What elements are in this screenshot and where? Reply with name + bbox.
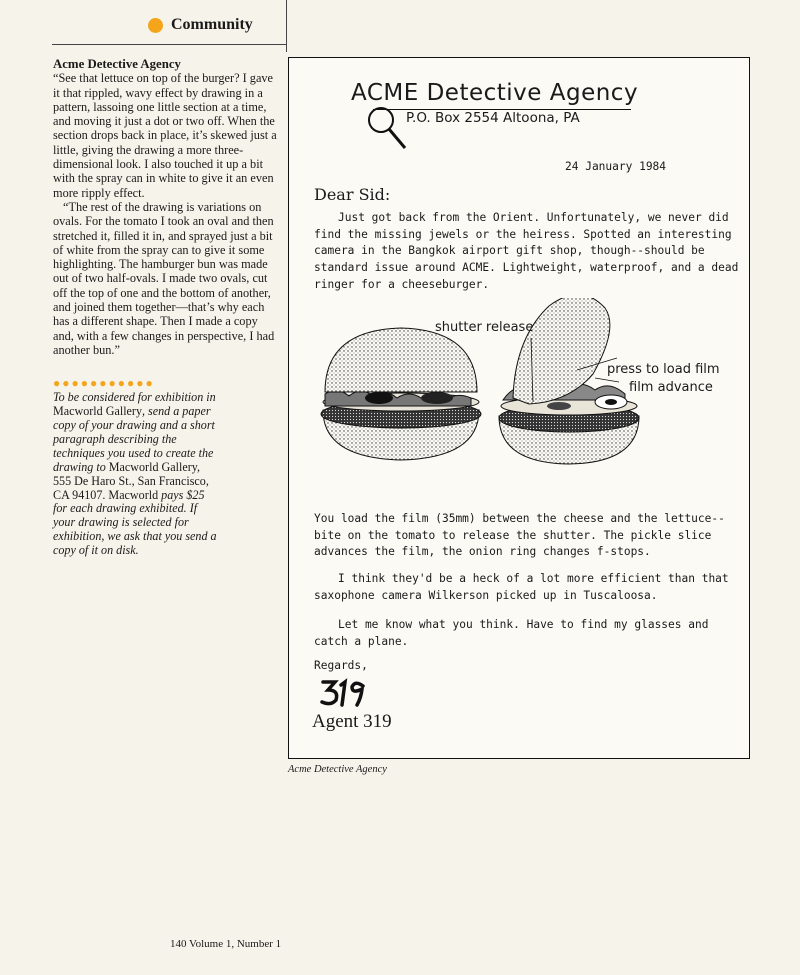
- letterhead-title: ACME Detective Agency: [351, 80, 639, 106]
- left-burger: [321, 328, 481, 460]
- letter-paragraph: You load the film (35mm) between the cheese and the lettuce--bite on the tomato to release the shutter. The pickle slice advances the film, the onion ring changes f-stops.: [314, 512, 725, 559]
- note-text: Macworld Gallery: [53, 404, 142, 419]
- note-text: pays $25 for each drawing exhibited. If your drawing is selected for exhibition, we ask that you send a copy of it on disk.: [53, 487, 217, 558]
- label-shutter-release: shutter release: [435, 320, 534, 335]
- letter-paragraph: Just got back from the Orient. Unfortunately, we never did find the missing jewels or the heiress. Spotted an interesting camera in the Bangkok airport gift shop, though--should be standard issue around ACME. Lightweight, waterproof, and a dead ringer for a cheeseburger.: [314, 211, 739, 291]
- article-paragraph: “The rest of the drawing is variations on ovals. For the tomato I took an oval and then stretched it, filled it in, and sprayed just a bit of white from the spray can to give it some highlighting. The hamburger bun was made out of two half-ovals. I made two ovals, cut off the top of one and the bottom of another, and joined them together—that’s why each has a different shape. Then I made a copy and, with a few changes in perspective, I had another bun.”: [53, 199, 275, 357]
- letter-artwork: [288, 57, 750, 759]
- page-folio: 140 Volume 1, Number 1: [170, 938, 282, 950]
- handwritten-signature: [319, 674, 369, 708]
- header-divider-horizontal: [52, 44, 287, 45]
- dot-divider: ●●●●●●●●●●●: [53, 376, 155, 391]
- magnifying-glass-icon: [365, 104, 409, 152]
- label-press-to-load: press to load film: [607, 362, 720, 377]
- section-title: Community: [171, 16, 253, 33]
- section-header: [148, 16, 253, 34]
- sidebar-article: [53, 57, 277, 558]
- article-paragraph: “See that lettuce on top of the burger? I gave it that rippled, wavy effect by drawing in a pattern, lassoing one little section at a time, and moving it just a dot or two off. When the section drops back in place, it’s skewed just a little, giving the drawing a more three-dimensional look. I also touched it up a bit with the spray can in white to give it an even more ripply effect.: [53, 71, 277, 200]
- letter-date: 24 January 1984: [565, 160, 667, 173]
- letterhead-address: P.O. Box 2554 Altoona, PA: [406, 110, 580, 126]
- letter-paragraph: Let me know what you think. Have to find my glasses and catch a plane.: [314, 618, 709, 648]
- letter-closing: Regards,: [314, 659, 368, 672]
- letter-paragraph: I think they'd be a heck of a lot more efficient than that saxophone camera Wilkerson picked up in Tuscaloosa.: [314, 572, 729, 602]
- figure-caption: Acme Detective Agency: [288, 764, 387, 775]
- note-text: To be considered for exhibition in: [53, 390, 216, 405]
- letter-salutation: Dear Sid:: [314, 185, 391, 204]
- agent-name: Agent 319: [312, 711, 392, 732]
- submission-note: [53, 391, 221, 558]
- section-bullet-icon: [148, 18, 163, 33]
- label-film-advance: film advance: [629, 380, 713, 395]
- article-heading: Acme Detective Agency: [53, 57, 181, 71]
- note-address: Macworld Gallery, 555 De Haro St., San Francisco, CA 94107. Macworld: [53, 459, 209, 502]
- note-text: , send a paper copy of your drawing and a short paragraph describing the techniques you used to create the drawing to: [53, 404, 215, 474]
